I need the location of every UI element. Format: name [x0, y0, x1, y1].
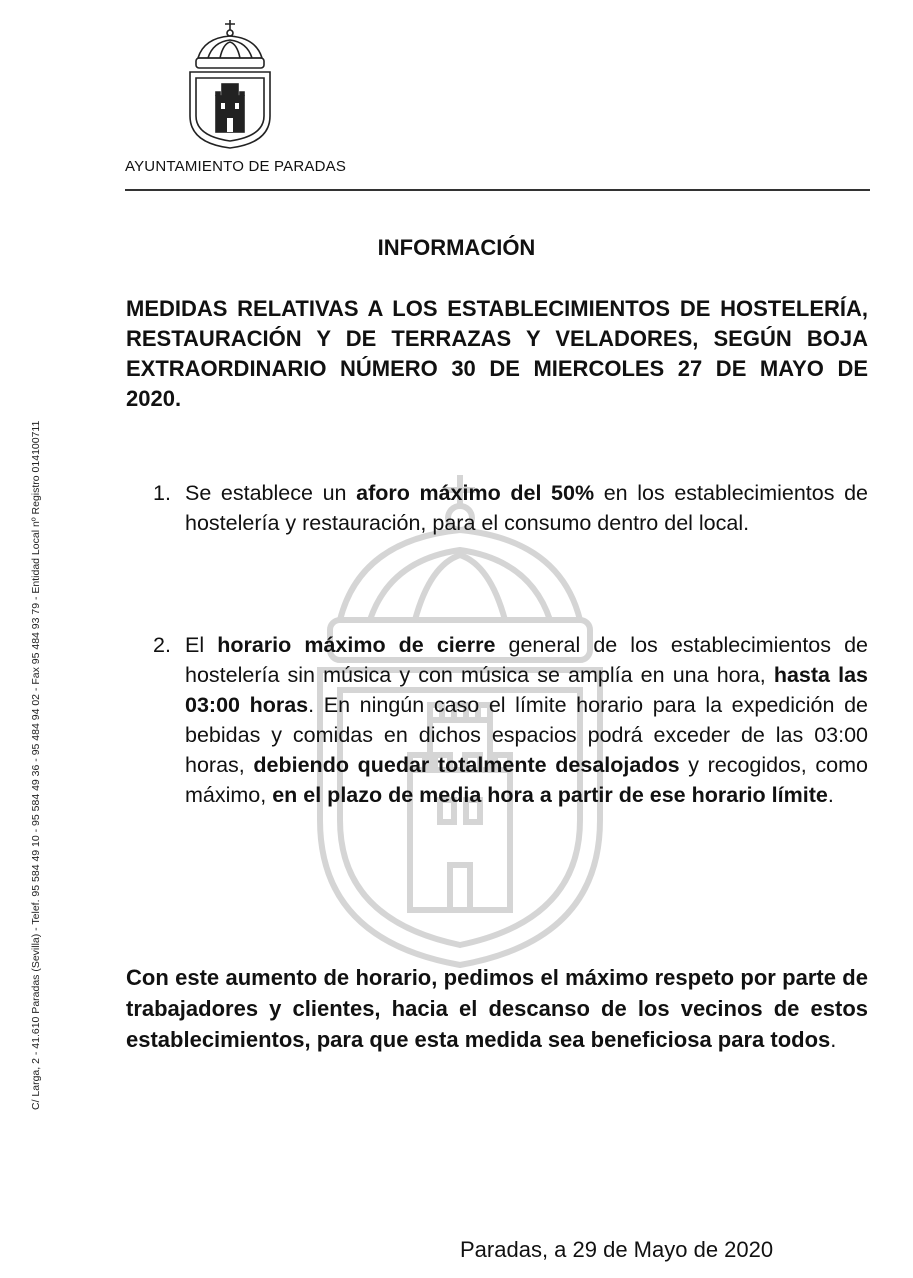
item-text: general de los establecimientos de hostelería sin música y con música se amplía en una hora, [185, 633, 868, 687]
list-item-number: 1. [153, 481, 171, 505]
coat-of-arms-icon [186, 18, 274, 150]
side-contact-note: C/ Larga, 2 - 41.610 Paradas (Sevilla) - Telef. 95 584 49 10 - 95 584 49 36 - 95 484 94 02 - Fax 95 484 93 79 - Entidad Local nº Registro 01410071​1 [30, 420, 42, 1110]
item-bold-text: horario máximo de cierre [217, 633, 496, 657]
list-item-2 [153, 630, 868, 810]
document-title: INFORMACIÓN [377, 235, 536, 260]
item-text: en los establecimientos de hostelería y restauración, para el consumo dentro del local. [185, 481, 869, 535]
item-text: y recogidos, como máximo, [185, 753, 868, 807]
item-bold-text: en el plazo de media hora a partir de ese horario límite [272, 783, 828, 807]
document-subject: MEDIDAS RELATIVAS A LOS ESTABLECIMIENTOS DE HOSTELERÍA, RESTAURACIÓN Y DE TERRAZAS Y VELADORES, SEGÚN BOJA EXTRAORDINARIO NÚMERO 30 DE MIERCOLES 27 DE MAYO DE 2020. [126, 296, 868, 411]
item-bold-text: hasta las 03:00 horas [185, 663, 868, 717]
closing-paragraph [126, 962, 868, 1055]
item-bold-text: aforo máximo del 50% [356, 481, 595, 505]
closing-bold-text: Con este aumento de horario, pedimos el máximo respeto por parte de trabajadores y clientes, hacia el descanso de los vecinos de estos establecimientos, para que esta medida sea beneficiosa para todos [126, 965, 868, 1052]
organization-name: AYUNTAMIENTO DE PARADAS [125, 158, 347, 175]
item-text: Se establece un [185, 481, 357, 505]
item-text: . En ningún caso el límite horario para la expedición de bebidas y comidas en dichos espacios podrá exceder de las 03:00 horas, [185, 693, 868, 777]
closing-tail: . [830, 1027, 837, 1052]
document-date: Paradas, a 29 de Mayo de 2020 [460, 1237, 774, 1262]
item-bold-text: debiendo quedar totalmente desalojados [253, 753, 680, 777]
list-item-number: 2. [153, 633, 171, 657]
item-text: El [185, 633, 218, 657]
item-text: . [827, 783, 834, 807]
header-divider [125, 189, 870, 191]
list-item-1 [153, 478, 869, 538]
